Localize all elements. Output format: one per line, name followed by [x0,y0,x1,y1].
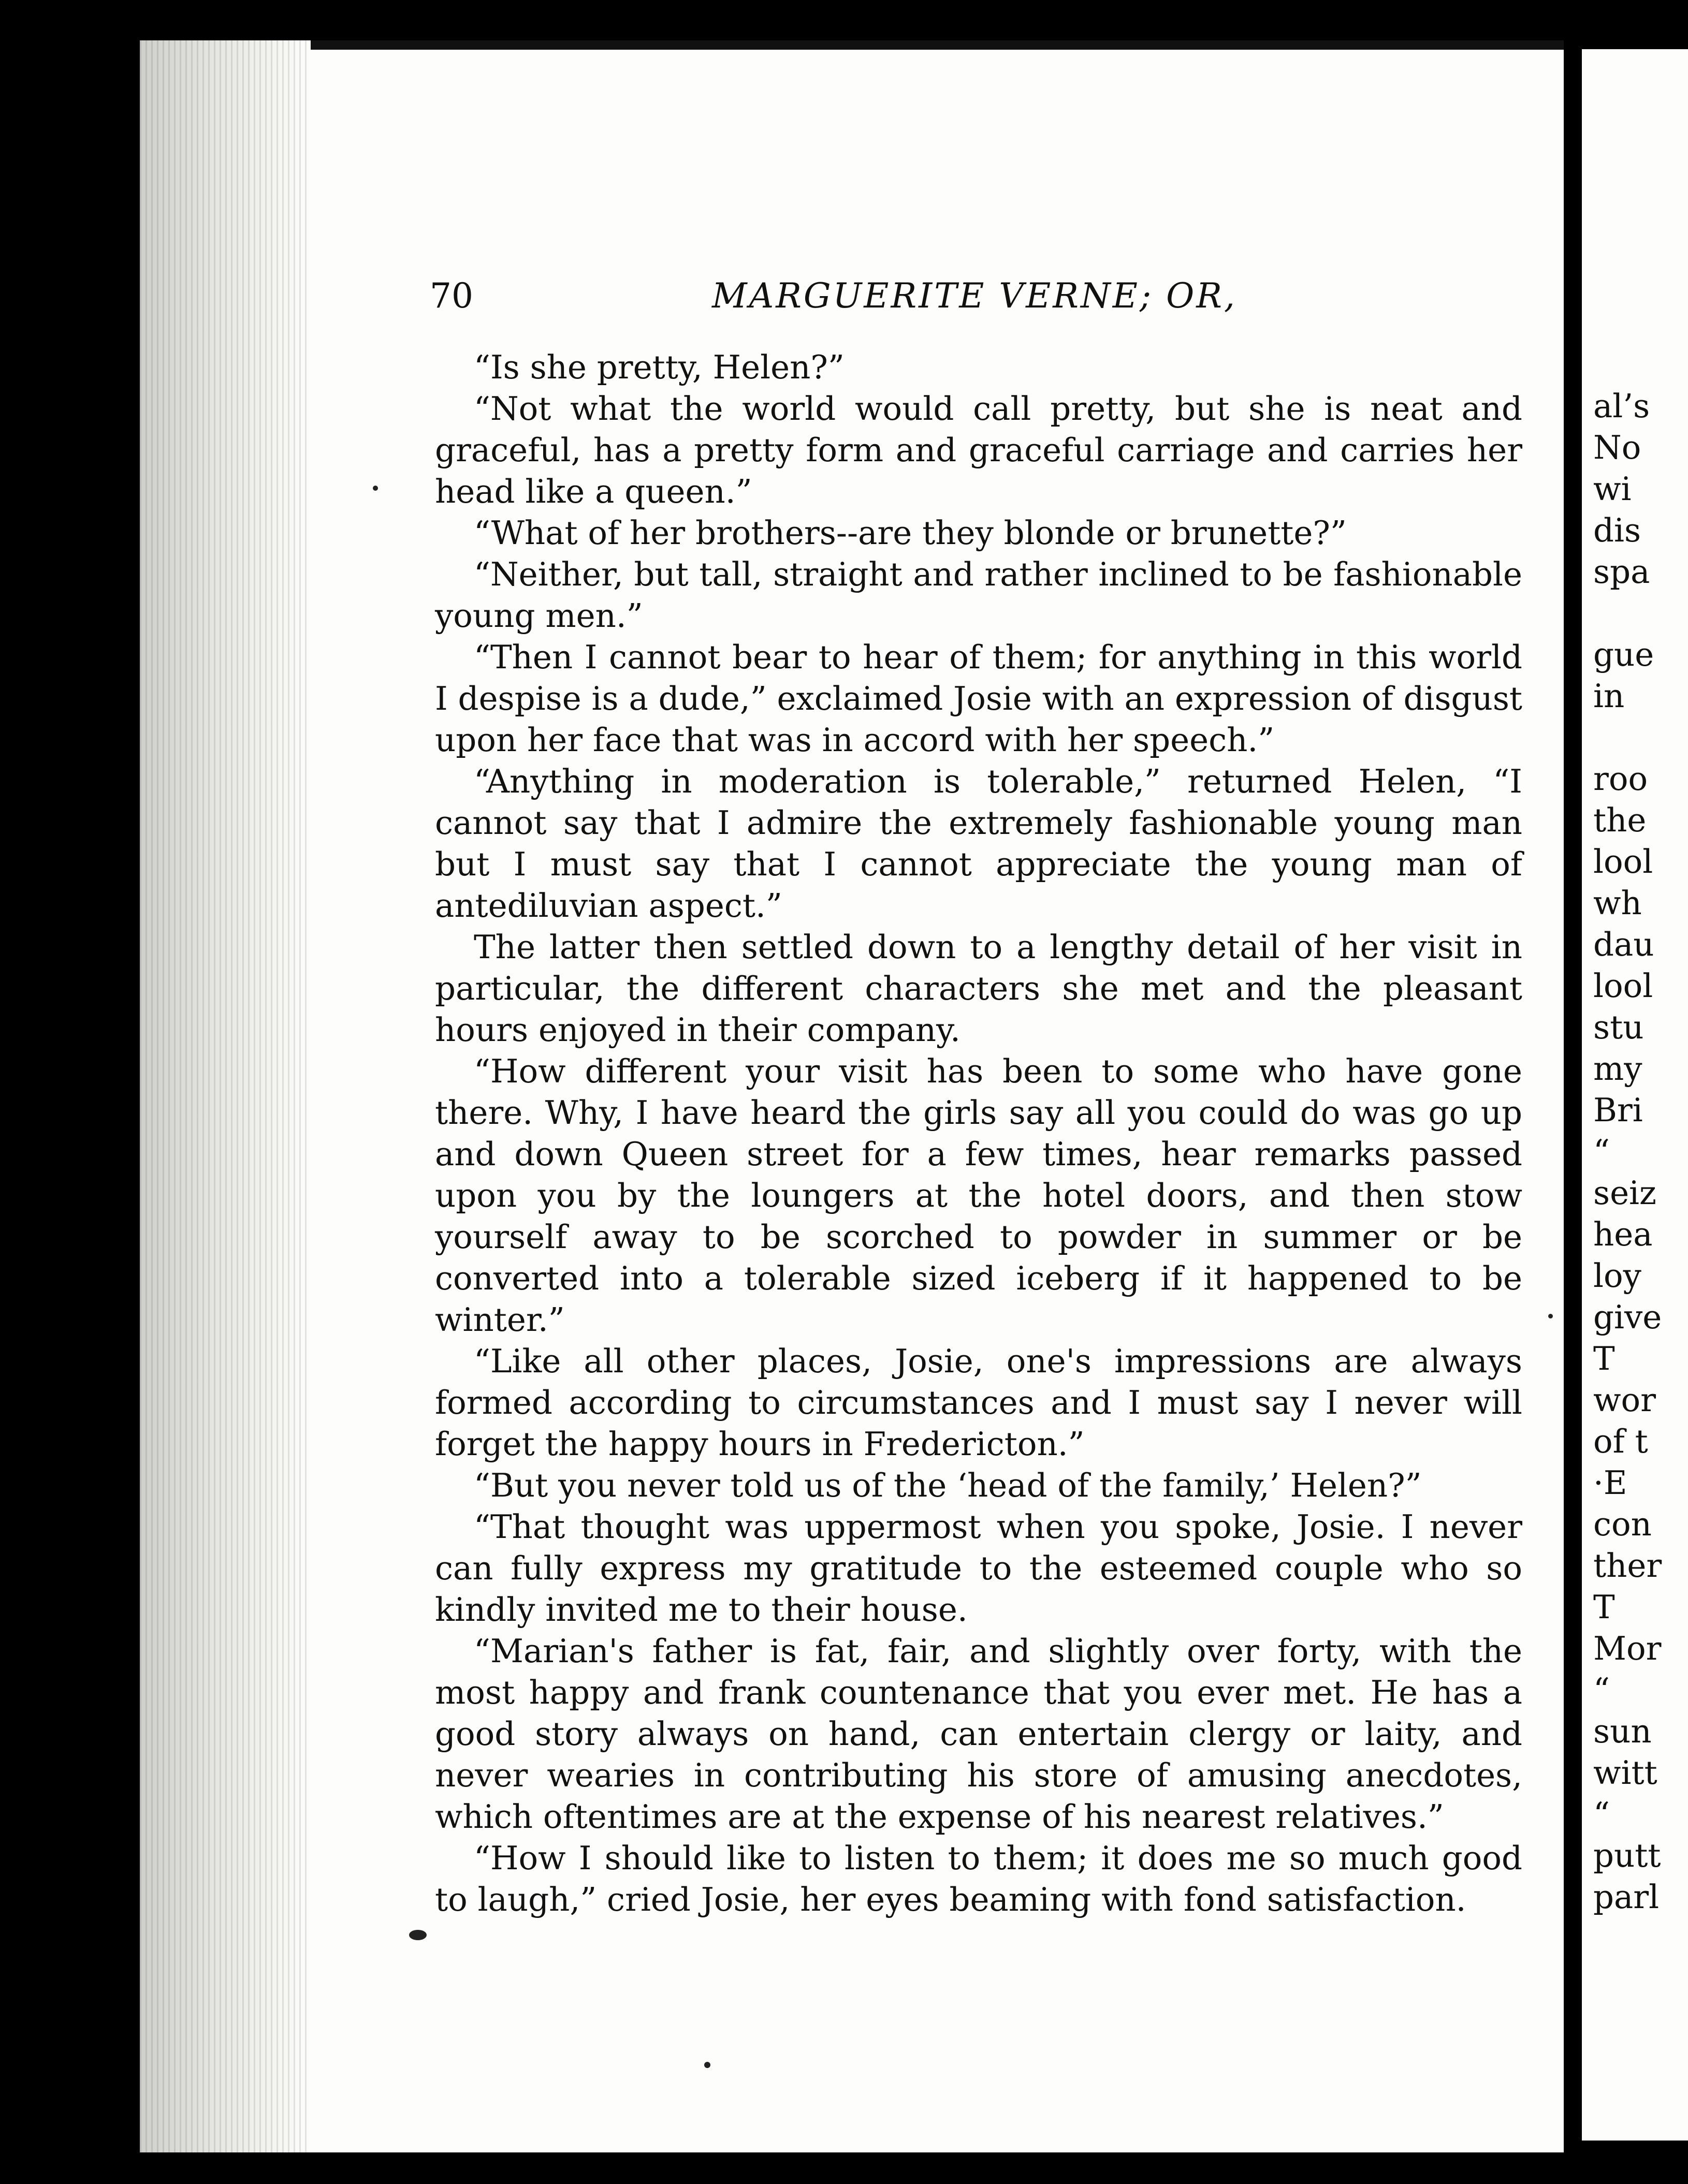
paragraph: “That thought was uppermost when you spoke, Josie. I never can fully express my gratitude to the esteemed couple who so kindly invited me to their house. [435,1508,1522,1629]
adjacent-line: ·E [1593,1464,1627,1502]
adjacent-line: lool [1593,843,1653,881]
adjacent-line [1593,593,1688,634]
paragraph: “Neither, but tall, straight and rather inclined to be fashionable young men.” [435,555,1522,635]
adjacent-page [1582,49,1688,2141]
paragraph: “How I should like to listen to them; it does me so much good to laugh,” cried Josie, her eyes beaming with fond satisfaction. [435,1839,1522,1918]
adjacent-line: in [1593,677,1625,715]
ink-speck [373,486,378,491]
adjacent-line: stu [1593,1008,1644,1046]
adjacent-line: “ [1593,1671,1610,1709]
paragraph: “Is she pretty, Helen?” [474,348,845,386]
adjacent-line: give [1593,1298,1662,1336]
adjacent-line: al’s [1593,387,1650,425]
adjacent-line: loy [1593,1257,1641,1295]
adjacent-line: T [1593,1588,1615,1626]
paragraph: “What of her brothers--are they blonde or brunette?” [474,514,1347,552]
ink-speck [1548,1314,1553,1318]
paragraph: “Then I cannot bear to hear of them; for anything in this world I despise is a dude,” exclaimed Josie with an expression of disgust upon her face that was in accord with her speech.” [435,638,1523,759]
adjacent-line: the [1593,801,1647,839]
adjacent-line: dau [1593,926,1654,963]
paragraph: “How different your visit has been to some who have gone there. Why, I have heard the girls say all you could do was go up and down Queen street for a few times, hear remarks passed upon you by the loungers at the hotel doors, and then stow yourself away to be scorched to powder in summer or be converted into a tolerable sized iceberg if it happened to be winter.” [435,1052,1522,1339]
adjacent-line: dis [1593,511,1641,549]
adjacent-line: gue [1593,636,1654,673]
ink-speck [704,2062,710,2068]
adjacent-line: Mor [1593,1630,1662,1667]
adjacent-line: roo [1593,760,1648,798]
adjacent-line: spa [1593,553,1650,591]
adjacent-line: of t [1593,1423,1648,1460]
page-separator [1565,31,1583,2164]
paragraph: “Like all other places, Josie, one's impressions are always formed according to circumstances and I must say I never will forget the happy hours in Fredericton.” [435,1342,1522,1463]
adjacent-page-text [1593,386,1688,1918]
adjacent-line: hea [1593,1215,1653,1253]
adjacent-line: con [1593,1505,1652,1543]
page-number: 70 [430,276,473,316]
adjacent-line: ther [1593,1547,1662,1585]
paragraph: “Anything in moderation is tolerable,” returned Helen, “I cannot say that I admire the extremely fashionable young man but I must say that I cannot appreciate the young man of antediluvian aspect.” [435,763,1522,925]
body-text [435,347,1522,1921]
adjacent-line: “ [1593,1795,1610,1833]
running-header [430,276,1564,333]
adjacent-line [1593,717,1688,758]
adjacent-line: No [1593,429,1641,466]
paragraph: “But you never told us of the ‘head of the family,’ Helen?” [474,1467,1422,1504]
adjacent-line: wor [1593,1381,1656,1419]
adjacent-line: seiz [1593,1174,1656,1212]
adjacent-line: lool [1593,967,1653,1005]
adjacent-line: wi [1593,470,1632,508]
adjacent-line: sun [1593,1712,1652,1750]
adjacent-line: T [1593,1340,1615,1377]
adjacent-line: putt [1593,1837,1661,1874]
page-gutter [140,40,311,2152]
paragraph: The latter then settled down to a lengthy detail of her visit in particular, the different characters she met and the pleasant hours enjoyed in their company. [435,928,1522,1049]
book-page [140,40,1564,2152]
adjacent-line: my [1593,1050,1642,1088]
paragraph: “Marian's father is fat, fair, and slightly over forty, with the most happy and frank countenance that you ever met. He has a good story always on hand, can entertain clergy or laity, and never wearies in contributing his store of amusing anecdotes, which oftentimes are at the expense of his nearest relatives.” [435,1632,1522,1836]
adjacent-line: Bri [1593,1091,1643,1129]
paragraph: “Not what the world would call pretty, but she is neat and graceful, has a pretty form and graceful carriage and carries her head like a queen.” [435,390,1522,510]
adjacent-line: wh [1593,884,1642,922]
page-top-edge [140,40,1564,50]
adjacent-line: “ [1593,1133,1610,1170]
adjacent-line: parl [1593,1878,1660,1916]
ink-speck [409,1930,427,1940]
running-title: MARGUERITE VERNE; OR, [712,276,1237,316]
adjacent-line: witt [1593,1754,1657,1792]
